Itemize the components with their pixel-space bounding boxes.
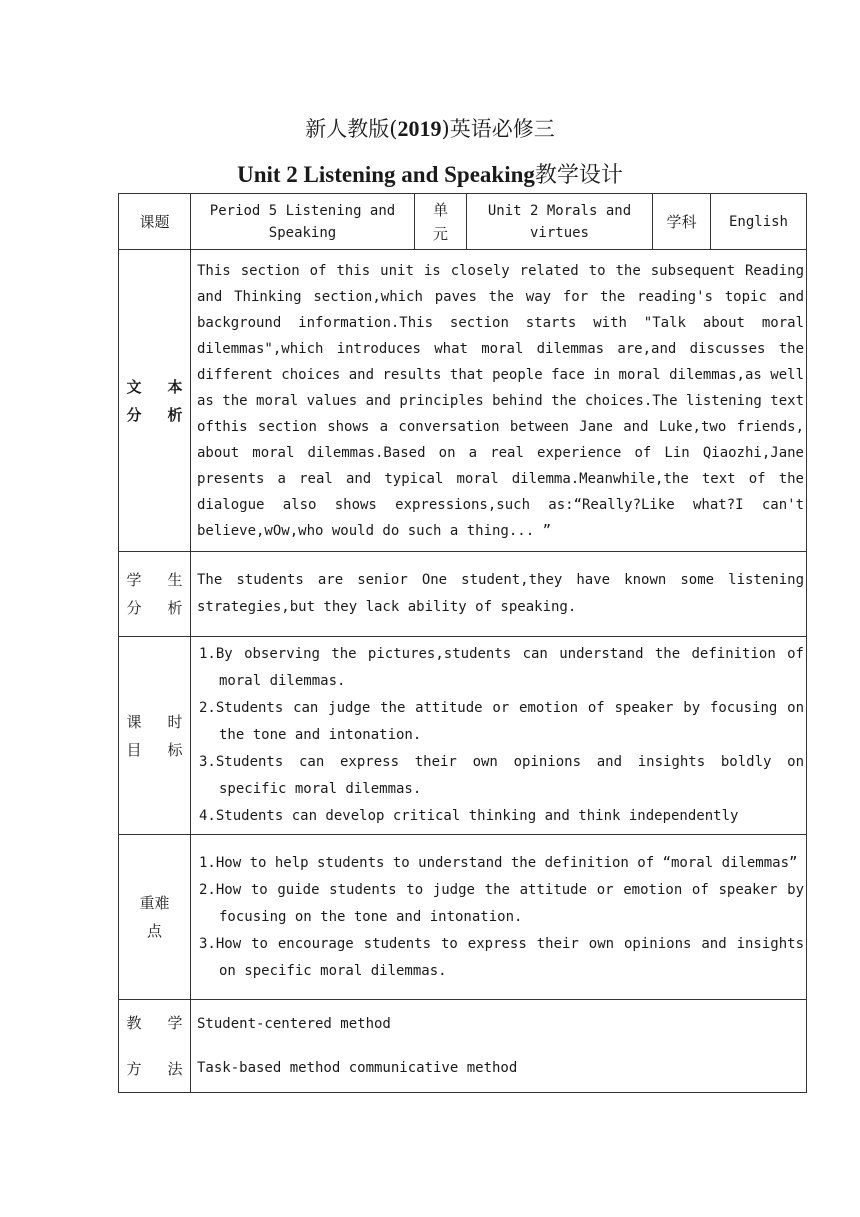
objective-item: 2.Students can judge the attitude or emotion of speaker by focusing on the tone and intonation. xyxy=(199,700,804,743)
text-analysis-row xyxy=(119,250,807,552)
title-suffix: )英语必修三 xyxy=(441,117,555,141)
student-analysis-row xyxy=(119,552,807,637)
key-point-item: 1.How to help students to understand the definition of “moral dilemmas” xyxy=(199,854,798,871)
title-prefix: 新人教版( xyxy=(305,117,398,141)
key-points-content xyxy=(191,835,807,1000)
subject-label: 学科 xyxy=(653,194,711,250)
lesson-plan-table xyxy=(118,193,807,1093)
topic-label: 课题 xyxy=(119,194,191,250)
topic-value: Period 5 Listening and Speaking xyxy=(191,194,415,250)
key-points-label: 重难 点 xyxy=(119,835,191,1000)
header-row xyxy=(119,194,807,250)
unit-label: 单元 xyxy=(415,194,467,250)
subject-value: English xyxy=(711,194,807,250)
subtitle-chinese: 教学设计 xyxy=(534,163,623,188)
key-points-row xyxy=(119,835,807,1000)
text-analysis-label: 文 本 分 析 xyxy=(119,250,191,552)
student-analysis-content: The students are senior One student,they have known some listening strategies,but they lack ability of speaking. xyxy=(191,552,807,637)
objective-item: 3.Students can express their own opinions and insights boldly on specific moral dilemmas. xyxy=(199,754,804,797)
methods-content xyxy=(191,1000,807,1093)
key-point-item: 3.How to encourage students to express their own opinions and insights on specific moral dilemmas. xyxy=(199,935,804,979)
document-title xyxy=(0,113,860,143)
subtitle-english: Unit 2 Listening and Speaking xyxy=(237,162,535,187)
key-point-item: 2.How to guide students to judge the attitude or emotion of speaker by focusing on the tone and intonation. xyxy=(199,881,804,925)
objectives-label: 课 时 目 标 xyxy=(119,637,191,835)
objective-item: 1.By observing the pictures,students can understand the definition of moral dilemmas. xyxy=(199,646,804,689)
title-year: 2019 xyxy=(397,116,442,141)
document-subtitle xyxy=(0,158,860,189)
method-line: Student-centered method xyxy=(197,1016,391,1032)
objective-item: 4.Students can develop critical thinking and think independently xyxy=(199,808,739,824)
objectives-content xyxy=(191,637,807,835)
methods-label: 教 学 方 法 xyxy=(119,1000,191,1093)
text-analysis-content: This section of this unit is closely related to the subsequent Reading and Thinking section,which paves the way for the reading's topic and background information.This section starts with "Talk about moral dilemmas",which introduces what moral dilemmas are,and discusses the different choices and results that people face in moral dilemmas,as well as the moral values and principles behind the choices.The listening text ofthis section shows a conversation between Jane and Luke,two friends, about moral dilemmas.Based on a real experience of Lin Qiaozhi,Jane presents a real and typical moral dilemma.Meanwhile,the text of the dialogue also shows expressions,such as:“Really?Like what?I can't believe,wOw,who would do such a thing... ” xyxy=(191,250,807,552)
objectives-row xyxy=(119,637,807,835)
methods-row xyxy=(119,1000,807,1093)
method-line: Task-based method communicative method xyxy=(197,1060,518,1076)
student-analysis-label: 学 生 分 析 xyxy=(119,552,191,637)
unit-value: Unit 2 Morals and virtues xyxy=(467,194,653,250)
